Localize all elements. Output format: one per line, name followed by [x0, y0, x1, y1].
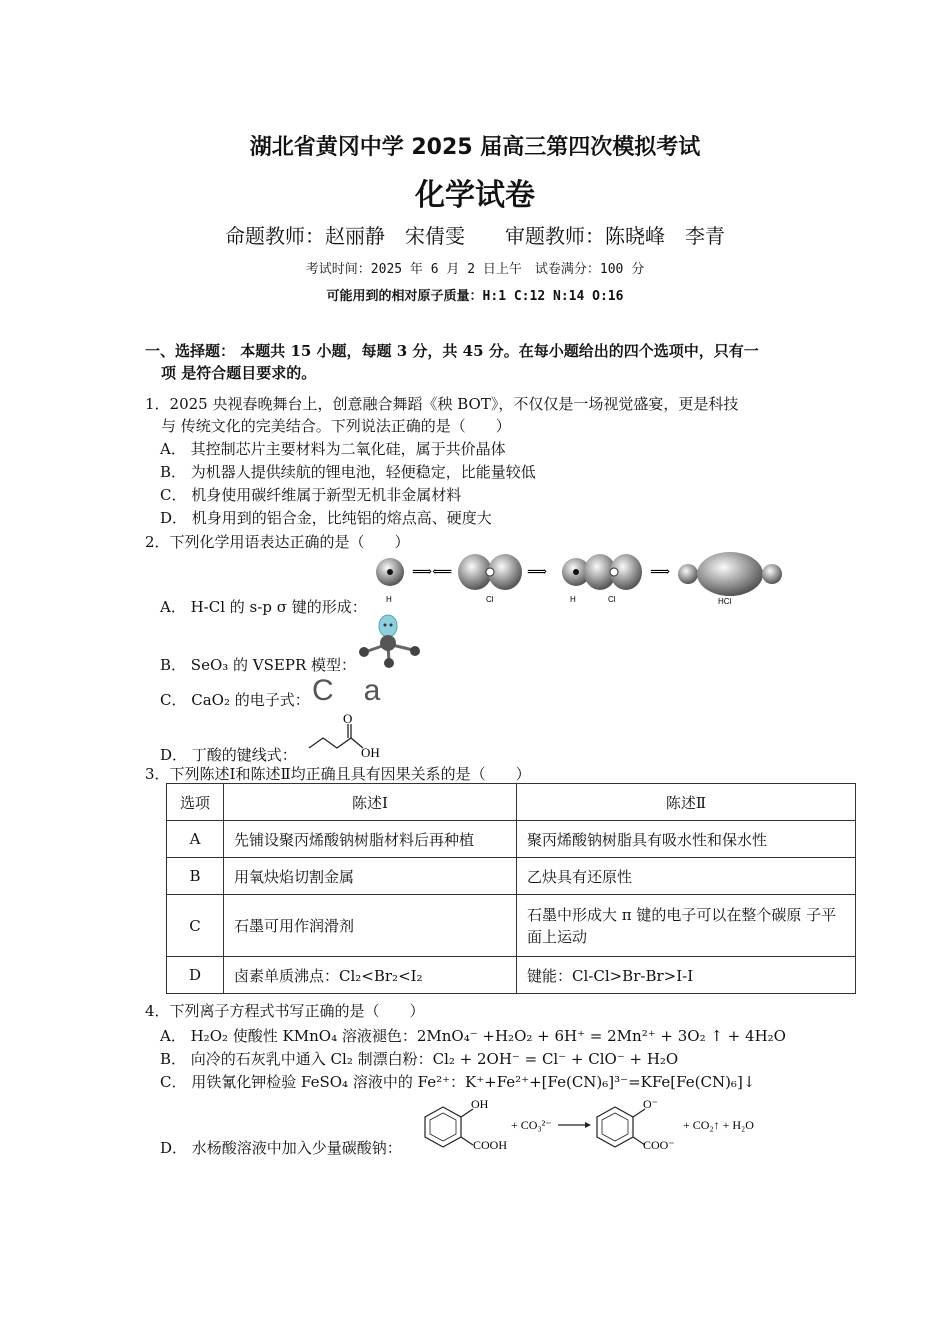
lone-pair-icon [379, 615, 397, 637]
carbonyl-o-label: O [343, 711, 353, 726]
q4-option-b: B． 向冷的石灰乳中通入 Cl₂ 制漂白粉：Cl₂ + 2OH⁻ = Cl⁻ + ClO⁻ + H₂O [160, 1050, 679, 1068]
svg-text:COOH: COOH [473, 1138, 508, 1152]
q2-option-c: C． CaO₂ 的电子式： [160, 691, 310, 709]
teachers-line: 命题教师：赵丽静 宋倩雯 审题教师：陈晓峰 李青 [225, 224, 725, 248]
q1-option-a: A． 其控制芯片主要材料为二氧化硅，属于共价晶体 [160, 440, 506, 458]
arrow-icon: ⟹⟸ [412, 564, 453, 580]
svg-text:COO⁻: COO⁻ [643, 1138, 675, 1152]
question-1-stem: 1．2025 央视春晚舞台上，创意融合舞蹈《秧 BOT》，不仅仅是一场视觉盛宴，更是科技 与 传统文化的完美结合。下列说法正确的是（ ） [145, 395, 739, 435]
q2-option-a: A． H-Cl 的 s-p σ 键的形成： [160, 598, 367, 616]
atomic-masses: 可能用到的相对原子质量：H:1 C:12 N:14 O:16 [326, 289, 624, 304]
orbital-label-h1: H [386, 595, 392, 604]
school-title: 湖北省黄冈中学 2025 届高三第四次模拟考试 [249, 135, 701, 160]
salicylic-acid-reaction [415, 1092, 775, 1156]
arrow-icon: ⟹ [527, 564, 548, 580]
svg-text:+ CO₃²⁻: + CO₃²⁻ [511, 1118, 552, 1132]
hydroxyl-label: OH [361, 745, 380, 760]
paper-title: 化学试卷 [415, 178, 535, 213]
electron-formula: C a [312, 674, 383, 707]
question-2-stem: 2．下列化学用语表达正确的是（ ） [145, 533, 410, 551]
table-row: B 用氧炔焰切割金属 乙炔具有还原性 [167, 858, 856, 895]
orbital-label-hcl: HCl [718, 597, 732, 606]
table-row: A 先铺设聚丙烯酸钠树脂材料后再种植 聚丙烯酸钠树脂具有吸水性和保水性 [167, 821, 856, 858]
q2-option-d: D． 丁酸的键线式： [160, 746, 297, 764]
table-row: C 石墨可用作润滑剂 石墨中形成大 π 键的电子可以在整个碳原 子平面上运动 [167, 895, 856, 957]
svg-text:O⁻: O⁻ [643, 1097, 658, 1111]
q3-table [166, 783, 856, 994]
question-3-stem: 3．下列陈述Ⅰ和陈述Ⅱ均正确且具有因果关系的是（ ） [145, 765, 531, 783]
q4-option-c: C． 用铁氰化钾检验 FeSO₄ 溶液中的 Fe²⁺：K⁺+Fe²⁺+[Fe(CN)₆]³⁻=KFe[Fe(CN)₆]↓ [160, 1073, 756, 1091]
section-heading: 一、选择题： 本题共 15 小题，每题 3 分，共 45 分。在每小题给出的四个选项中，只有一 项 是符合题目要求的。 [145, 342, 759, 382]
orbital-label-cl2: Cl [608, 595, 616, 604]
vsepr-model-diagram [355, 614, 425, 670]
orbital-overlap-diagram [370, 550, 790, 612]
arrow-icon: ⟹ [650, 564, 671, 580]
orbital-label-cl1: Cl [486, 595, 494, 604]
butyric-acid-skeletal [305, 710, 390, 762]
question-4-stem: 4．下列离子方程式书写正确的是（ ） [145, 1002, 425, 1020]
table-header-row: 选项 陈述Ⅰ 陈述Ⅱ [167, 784, 856, 821]
q2-option-b: B． SeO₃ 的 VSEPR 模型： [160, 656, 357, 674]
q1-option-d: D． 机身用到的铝合金，比纯铝的熔点高、硬度大 [160, 509, 492, 527]
exam-info: 考试时间：2025 年 6 月 2 日上午 试卷满分：100 分 [305, 262, 645, 277]
svg-text:+ CO₂↑ + H₂O: + CO₂↑ + H₂O [683, 1118, 754, 1132]
orbital-label-h2: H [570, 595, 576, 604]
q4-option-d: D． 水杨酸溶液中加入少量碳酸钠： [160, 1139, 402, 1157]
q1-option-b: B． 为机器人提供续航的锂电池，轻便稳定，比能量较低 [160, 463, 536, 481]
q1-option-c: C． 机身使用碳纤维属于新型无机非金属材料 [160, 486, 462, 504]
svg-text:OH: OH [471, 1097, 489, 1111]
table-row: D 卤素单质沸点：Cl₂<Br₂<I₂ 键能：Cl-Cl>Br-Br>I-I [167, 957, 856, 994]
q4-option-a: A． H₂O₂ 使酸性 KMnO₄ 溶液褪色：2MnO₄⁻ +H₂O₂ + 6H⁺ = 2Mn²⁺ + 3O₂ ↑ + 4H₂O [160, 1027, 786, 1045]
